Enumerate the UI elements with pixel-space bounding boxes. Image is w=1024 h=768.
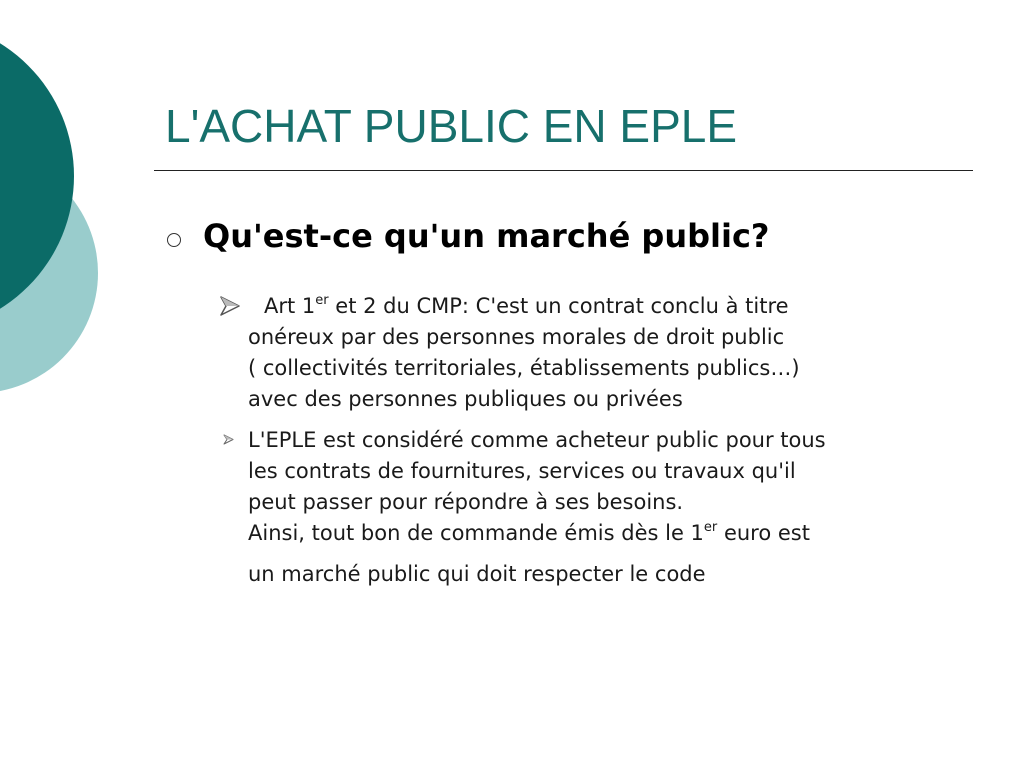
item1-line3: ( collectivités territoriales, établissements publics…) <box>248 356 800 380</box>
item2-line1: L'EPLE est considéré comme acheteur public pour tous <box>248 428 826 452</box>
item1-line4: avec des personnes publiques ou privées <box>248 387 683 411</box>
item2-superscript: er <box>703 520 718 535</box>
question-heading: Qu'est-ce qu'un marché public? <box>203 217 770 255</box>
item1-prefix: Art 1 <box>264 294 316 318</box>
item2-line3: peut passer pour répondre à ses besoins. <box>248 490 684 514</box>
item1-line1: et 2 du CMP: C'est un contrat conclu à titre <box>328 294 789 318</box>
bullet-item-definition <box>248 291 800 415</box>
item2-line4-rest: euro est <box>717 521 810 545</box>
title-divider <box>154 170 973 171</box>
hollow-circle-icon <box>167 233 181 247</box>
bullet-item-eple <box>248 425 826 590</box>
item1-line2: onéreux par des personnes morales de droit public <box>248 325 785 349</box>
item1-superscript: er <box>315 293 329 308</box>
slide-title: L'ACHAT PUBLIC EN EPLE <box>165 100 738 152</box>
item2-line5: un marché public qui doit respecter le code <box>248 562 706 586</box>
arrowhead-bullet-icon <box>218 294 242 318</box>
item2-line4-prefix: Ainsi, tout bon de commande émis dès le 1 <box>248 521 704 545</box>
item2-line2: les contrats de fournitures, services ou travaux qu'il <box>248 459 796 483</box>
arrowhead-bullet-icon <box>222 433 235 446</box>
